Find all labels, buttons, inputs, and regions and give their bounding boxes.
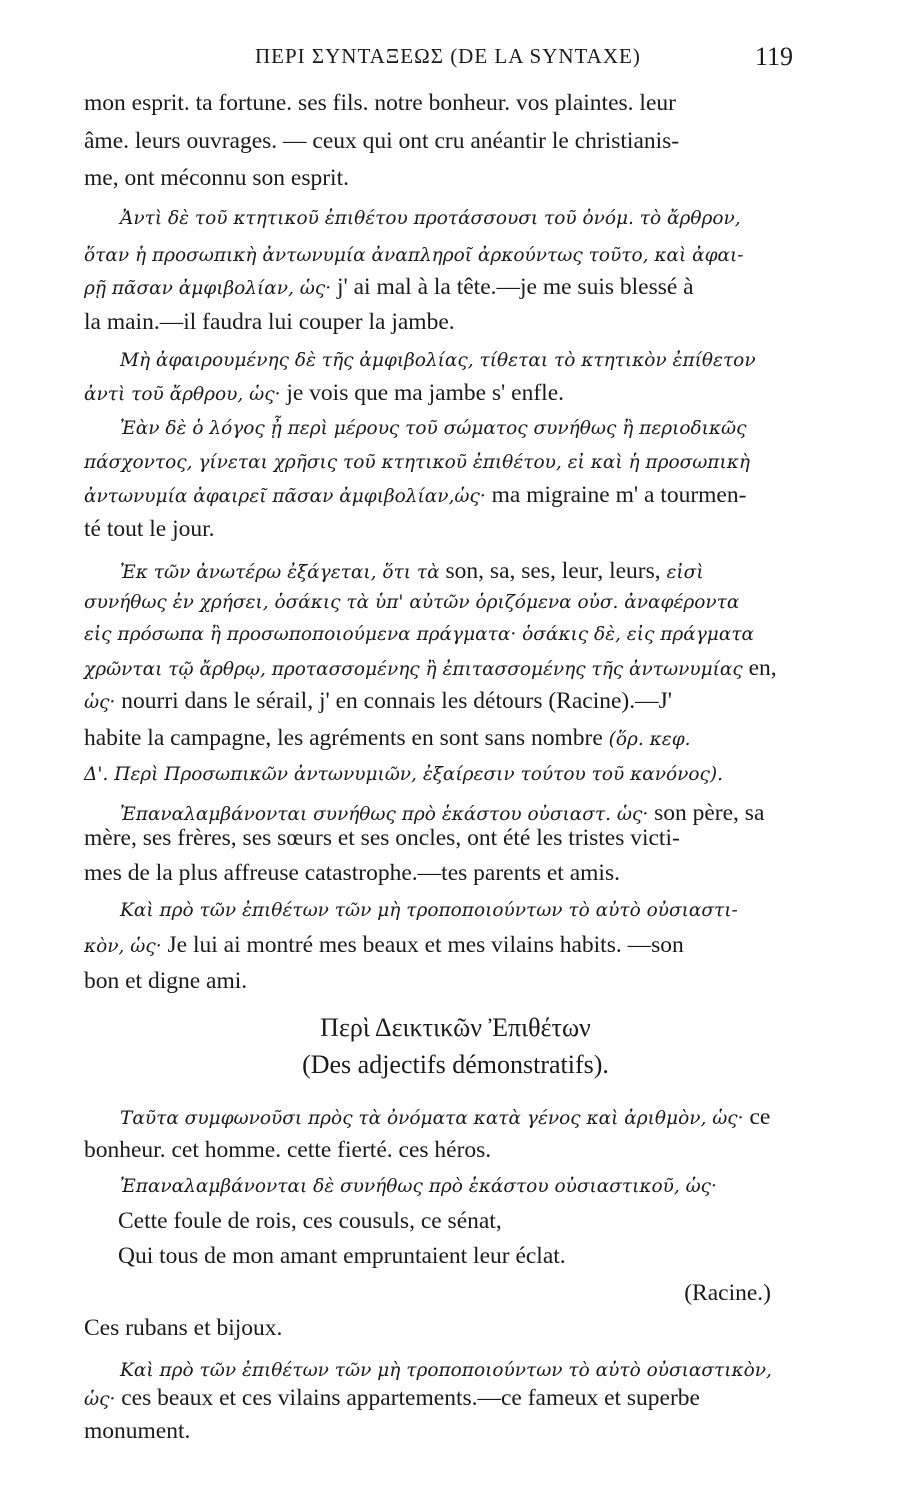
greek-text: Ταῦτα συμφωνοῦσι πρὸς τὰ ὀνόματα κατὰ γένος καὶ ἀριθμὸν, ὡς· <box>120 1108 750 1129</box>
text-line <box>84 380 564 407</box>
section-heading-french: (Des adjectifs démonstratifs). <box>302 1050 609 1079</box>
text-line <box>84 655 777 682</box>
french-example: ces beaux et ces vilains appartements.—ce fameux et superbe <box>121 1385 700 1411</box>
running-head: ΠΕΡΙ ΣΥΝΤΑΞΕΩΣ (DE LA SYNTAXE) <box>255 44 641 68</box>
text-line: bon et digne ami. <box>84 968 248 994</box>
text-line: Μὴ ἀφαιρουμένης δὲ τῆς ἀμφιβολίας, τίθεται τὸ κτητικὸν ἐπίθετον <box>120 350 756 371</box>
greek-text: ρῇ πᾶσαν ἀμφιβολίαν, ὡς· <box>84 278 337 299</box>
greek-text: ἀντωνυμία ἀφαιρεῖ πᾶσαν ἀμφιβολίαν,ὡς· <box>84 486 492 507</box>
text-line: Καὶ πρὸ τῶν ἐπιθέτων τῶν μὴ τροποποιούντων τὸ αὐτὸ οὐσιαστικὸν, <box>120 1360 772 1381</box>
text-line: συνήθως ἐν χρήσει, ὁσάκις τὰ ὑπ' αὐτῶν ὁριζόμενα οὐσ. ἀναφέροντα <box>84 592 740 613</box>
text-line: té tout le jour. <box>84 516 215 542</box>
text-line: âme. leurs ouvrages. — ceux qui ont cru anéantir le christianis- <box>84 128 680 154</box>
french-example: en, <box>748 655 777 681</box>
french-example: ce <box>749 1104 771 1130</box>
text-line: Δ'. Περὶ Προσωπικῶν ἀντωνυμιῶν, ἐξαίρεσιν τούτου τοῦ κανόνος). <box>84 764 723 785</box>
text-line: Ἀντὶ δὲ τοῦ κτητικοῦ ἐπιθέτου προτάσσουσι τοῦ ὀνόμ. τὸ ἄρθρον, <box>120 208 741 229</box>
text-line: mon esprit. ta fortune. ses fils. notre bonheur. vos plaintes. leur <box>84 90 676 116</box>
citation: (Racine.) <box>684 1280 771 1306</box>
text-line: Καὶ πρὸ τῶν ἐπιθέτων τῶν μὴ τροποποιούντων τὸ αὐτὸ οὐσιαστι- <box>120 900 738 921</box>
french-example: Je lui ai montré mes beaux et mes vilains habits. —son <box>167 932 684 958</box>
french-example: son, sa, ses, leur, leurs, <box>445 558 661 584</box>
section-heading-greek: Περὶ Δεικτικῶν Ἐπιθέτων <box>320 1013 591 1042</box>
text-line: me, ont méconnu son esprit. <box>84 165 349 191</box>
text-line: ὅταν ἡ προσωπικὴ ἀντωνυμία ἀναπληροῖ ἀρκούντως τοῦτο, καὶ ἀφαι- <box>84 245 744 266</box>
page-number: 119 <box>754 42 793 71</box>
text-line: la main.—il faudra lui couper la jambe. <box>84 309 455 335</box>
greek-text: Ἐπαναλαμβάνονται συνήθως πρὸ ἑκάστου οὐσιαστ. ὡς· <box>120 804 655 825</box>
text-line <box>84 482 746 509</box>
text-line: Qui tous de mon amant empruntaient leur éclat. <box>118 1243 566 1269</box>
greek-text: ὡς· <box>84 1389 122 1410</box>
french-example: nourri dans le sérail, j' en connais les détours (Racine).—J' <box>121 688 672 714</box>
text-line: mère, ses frères, ses sœurs et ses oncles, ont été les tristes victi- <box>84 825 680 851</box>
text-line: bonheur. cet homme. cette fierté. ces héros. <box>84 1137 492 1163</box>
text-line <box>120 558 704 585</box>
greek-text: (ὅρ. κεφ. <box>608 729 691 750</box>
text-line: πάσχοντος, γίνεται χρῆσις τοῦ κτητικοῦ ἐπιθέτου, εἰ καὶ ἡ προσωπικὴ <box>84 452 750 473</box>
text-line: mes de la plus affreuse catastrophe.—tes parents et amis. <box>84 860 620 886</box>
text-line: Ces rubans et bijoux. <box>84 1315 283 1341</box>
text-line <box>84 688 672 715</box>
text-line <box>120 800 764 827</box>
greek-text: Ἐκ τῶν ἀνωτέρω ἐξάγεται, ὅτι τὰ <box>120 562 446 583</box>
text-line <box>84 725 691 752</box>
text-line: monument. <box>84 1418 191 1444</box>
page-header <box>0 44 911 84</box>
text-line <box>84 932 684 959</box>
french-example: je vois que ma jambe s' enfle. <box>286 380 565 406</box>
greek-text: εἰσὶ <box>660 562 704 583</box>
french-example: ma migraine m' a tourmen- <box>491 482 747 508</box>
text-line: εἰς πρόσωπα ἢ προσωποποιούμενα πράγματα· ὁσάκις δὲ, εἰς πράγματα <box>84 624 755 645</box>
text-line: Ἐὰν δὲ ὁ λόγος ᾖ περὶ μέρους τοῦ σώματος συνήθως ἢ περιοδικῶς <box>120 418 747 439</box>
greek-text: ὡς· <box>84 692 122 713</box>
french-example: j' ai mal à la tête.—je me suis blessé à <box>336 274 694 300</box>
text-line: Cette foule de rois, ces cousuls, ce sénat, <box>118 1208 502 1234</box>
text-line: Ἐπαναλαμβάνονται δὲ συνήθως πρὸ ἑκάστου οὐσιαστικοῦ, ὡς· <box>120 1176 717 1197</box>
french-example: son père, sa <box>654 800 765 826</box>
greek-text: κὸν, ὡς· <box>84 936 168 957</box>
text-line <box>84 1385 700 1412</box>
french-text: habite la campagne, les agréments en sont sans nombre <box>84 725 609 751</box>
text-line <box>120 1104 770 1131</box>
greek-text: ἀντὶ τοῦ ἄρθρου, ὡς· <box>84 384 287 405</box>
text-line <box>84 274 694 301</box>
greek-text: χρῶνται τῷ ἄρθρῳ, προτασσομένης ἢ ἐπιτασσομένης τῆς ἀντωνυμίας <box>84 659 749 680</box>
